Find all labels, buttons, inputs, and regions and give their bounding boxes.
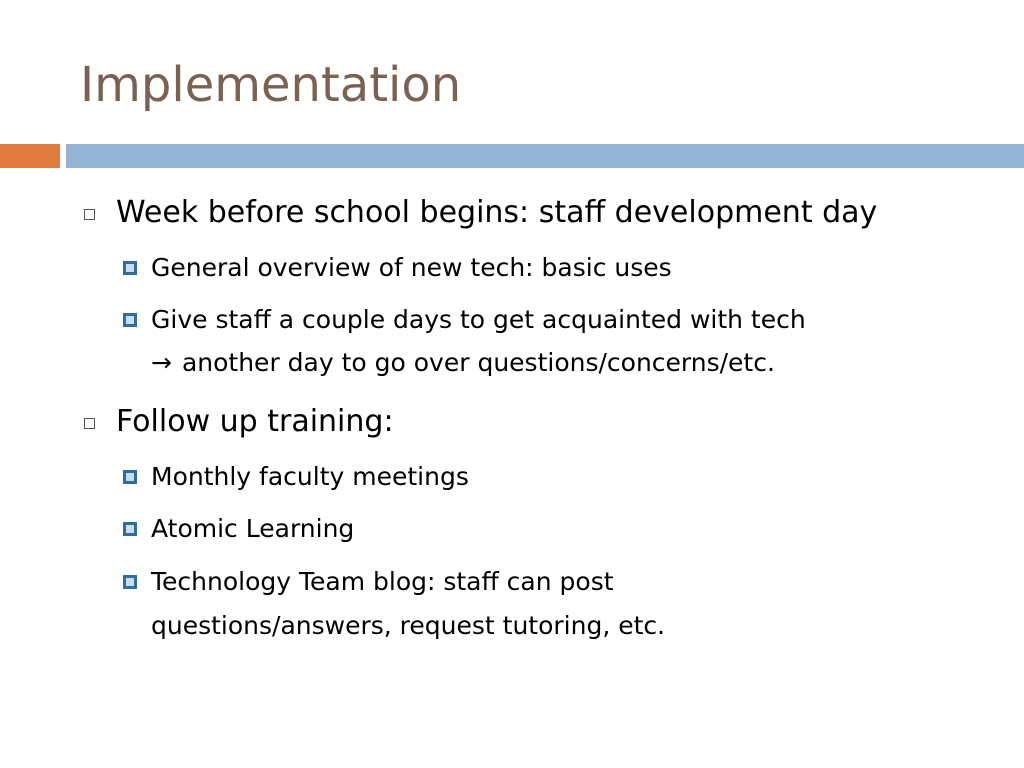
bullet-level2-continuation-text: another day to go over questions/concerns/etc. xyxy=(181,348,775,377)
bullet-level2-continuation xyxy=(151,342,775,384)
bullet-level1: Week before school begins: staff development day xyxy=(116,195,878,230)
hollow-square-bullet-icon xyxy=(84,209,95,220)
hollow-square-bullet-icon xyxy=(84,418,95,429)
filled-square-bullet-icon xyxy=(123,575,137,589)
bullet-level1: Follow up training: xyxy=(116,404,394,439)
filled-square-bullet-icon xyxy=(123,470,137,484)
bullet-level2: Give staff a couple days to get acquainted with tech xyxy=(151,305,806,334)
right-arrow-icon: → xyxy=(151,348,172,377)
filled-square-bullet-icon xyxy=(123,313,137,327)
filled-square-bullet-icon xyxy=(123,261,137,275)
bullet-level2: Atomic Learning xyxy=(151,514,355,543)
slide-title: Implementation xyxy=(80,57,462,113)
bullet-level2-continuation: questions/answers, request tutoring, etc. xyxy=(151,611,666,640)
filled-square-bullet-icon xyxy=(123,522,137,536)
bullet-level2: Technology Team blog: staff can post xyxy=(151,567,614,596)
bullet-level2: General overview of new tech: basic uses xyxy=(151,253,672,282)
bullet-level2: Monthly faculty meetings xyxy=(151,462,469,491)
